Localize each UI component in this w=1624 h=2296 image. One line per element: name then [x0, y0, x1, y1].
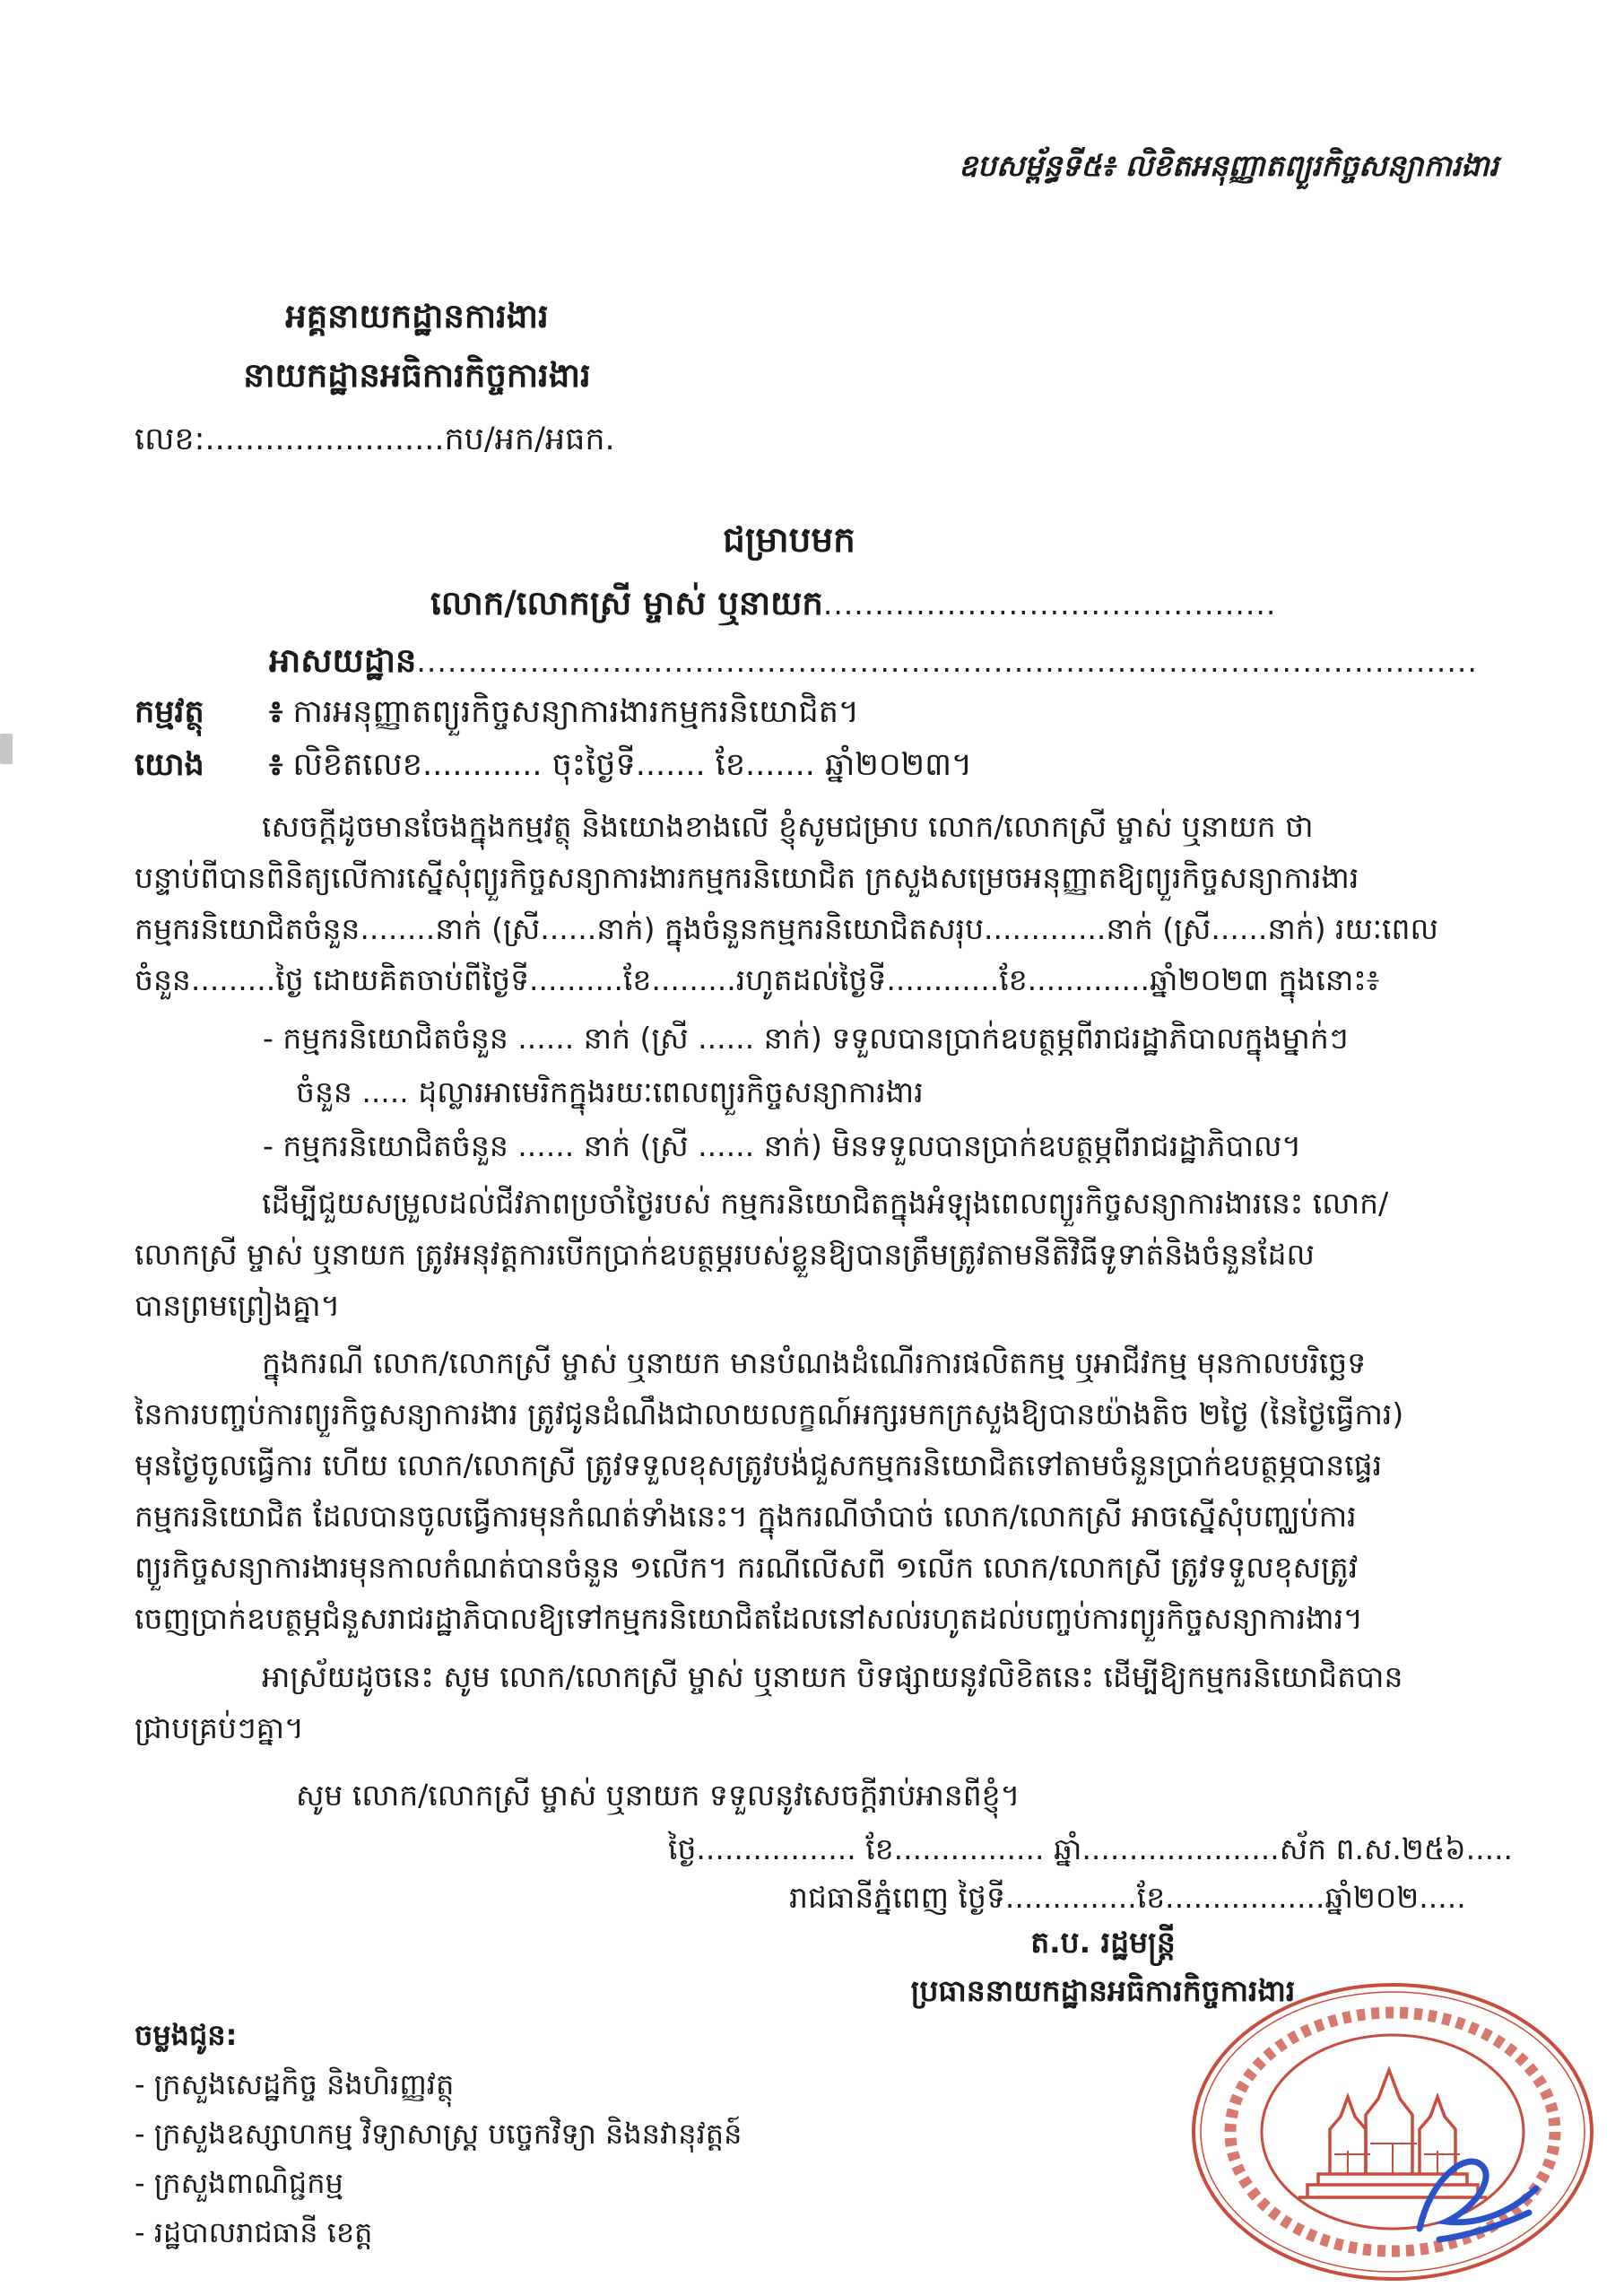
subject-label: កម្មវត្ថុ [135, 694, 204, 730]
cc-item: - ក្រសួងឧស្សាហកម្ម វិទ្យាសាស្ត្រ បច្ចេកវិទ្យា និងនវានុវត្តន៍ [135, 2117, 743, 2151]
org-header [184, 287, 650, 405]
salutation-title: ជម្រាបមក [723, 520, 855, 561]
recipient-label: លោក/លោកស្រី ម្ចាស់ ឬនាយក [430, 584, 823, 622]
bullet1-line2: ចំនួន ..... ដុល្លារអាមេរិកក្នុងរយៈពេលព្យួរកិច្ចសន្យាការងារ [296, 1074, 924, 1109]
org-name-department: នាយកដ្ឋានអធិការកិច្ចការងារ [243, 356, 591, 395]
para3-line1: ក្នុងករណី លោក/លោកស្រី ម្ចាស់ ឬនាយក មានបំណងដំណើរការផលិតកម្ម ឬអាជីវកម្ម មុនកាលបរិច្ឆេទ [262, 1345, 1367, 1380]
para3-line6: ចេញប្រាក់ឧបត្ថម្ភជំនួសរាជរដ្ឋាភិបាលឱ្យទៅកម្មករនិយោជិតដែលនៅសល់រហូតដល់បញ្ចប់ការព្យួរកិច្ចសន្យាការងារ។ [135, 1601, 1363, 1636]
para1-line1: សេចក្តីដូចមានចែងក្នុងកម្មវត្ថុ និងយោងខាងលើ ខ្ញុំសូមជម្រាប លោក/លោកស្រី ម្ចាស់ ឬនាយក ថា [262, 809, 1314, 844]
para1-line2: បន្ទាប់ពីបានពិនិត្យលើការស្នើសុំព្យួរកិច្ចសន្យាការងារកម្មករនិយោជិត ក្រសួងសម្រេចអនុញ្ញាតឱ្យព្យួរកិច្ចសន្យាការងារ [135, 860, 1359, 895]
reference-colon: ៖ [269, 747, 283, 783]
org-name-general-directorate: អគ្គនាយកដ្ឋានការងារ [285, 297, 549, 335]
subject-line [135, 692, 859, 738]
reference-number-line: លេខ:........................កប/អក/អធក. [135, 422, 615, 457]
cc-item: - រដ្ឋបាលរាជធានី ខេត្ត [135, 2215, 373, 2249]
reference-label: យោង [135, 747, 204, 783]
bullet2-line1: - កម្មករនិយោជិតចំនួន ...... នាក់ (ស្រី ...... នាក់) មិនទទួលបានប្រាក់ឧបត្ថម្ភពីរាជរដ្ឋាភិបាល។ [263, 1128, 1302, 1163]
address-blank: ....................................................................................................... [416, 644, 1478, 679]
signature-mark [1403, 2139, 1556, 2265]
para3-line5: ព្យួរកិច្ចសន្យាការងារមុនកាលកំណត់បានចំនួន ១លើក។ ករណីលើសពី ១លើក លោក/លោកស្រី ត្រូវទទួលខុសត្រូវ [135, 1550, 1359, 1585]
reference-text: លិខិតលេខ............ ចុះថ្ងៃទី....... ខែ....... ឆ្នាំ២០២៣។ [292, 747, 973, 783]
gregorian-date-line: រាជធានីភ្នំពេញ ថ្ងៃទី..............ខែ.................ឆ្នាំ២០២..... [789, 1880, 1466, 1915]
closing-line: សូម លោក/លោកស្រី ម្ចាស់ ឬនាយក ទទួលនូវសេចក្តីរាប់អានពីខ្ញុំ។ [296, 1778, 1020, 1813]
para1-line4: ចំនួន.........ថ្ងៃ ដោយគិតចាប់ពីថ្ងៃទី..........ខែ.........រហូតដល់ថ្ងៃទី............ខែ.............ឆ្នាំ២០២៣ ក្នុងនោះ៖ [135, 962, 1380, 997]
recipient-line [430, 583, 1276, 631]
para4-line2: ជ្រាបគ្រប់ៗគ្នា។ [135, 1710, 304, 1745]
cc-label: ចម្លងជូន: [135, 2018, 238, 2052]
para4-line1: អាស្រ័យដូចនេះ សូម លោក/លោកស្រី ម្ចាស់ ឬនាយក បិទផ្សាយនូវលិខិតនេះ ដើម្បីឱ្យកម្មករនិយោជិតបាន [262, 1659, 1403, 1694]
para2-line2: លោកស្រី ម្ចាស់ ឬនាយក ត្រូវអនុវត្តការបើកប្រាក់ឧបត្ថម្ភរបស់ខ្លួនឱ្យបានត្រឹមត្រូវតាមនីតិវិធីទូទាត់និងចំនួនដែល [135, 1237, 1315, 1272]
annex-title: ឧបសម្ព័ន្ធទី៥៖ លិខិតអនុញ្ញាតព្យួរកិច្ចសន្យាការងារ [958, 148, 1498, 183]
para2-line1: ដើម្បីជួយសម្រួលដល់ជីវភាពប្រចាំថ្ងៃរបស់ កម្មករនិយោជិតក្នុងអំឡុងពេលព្យួរកិច្ចសន្យាការងារនេះ លោក/ [262, 1186, 1389, 1221]
recipient-name-blank: ............................................ [822, 587, 1277, 622]
para2-line3: បានព្រមព្រៀងគ្នា។ [135, 1288, 341, 1323]
para3-line3: មុនថ្ងៃចូលធ្វើការ ហើយ លោក/លោកស្រី ត្រូវទទួលខុសត្រូវបង់ជួសកម្មករនិយោជិតទៅតាមចំនួនប្រាក់ឧបត្ថម្ភបានផ្ទេរ [135, 1448, 1383, 1483]
scan-artifact [0, 734, 13, 764]
address-line [269, 640, 1478, 689]
cc-block [135, 2011, 742, 2257]
para3-line2: នៃការបញ្ចប់ការព្យួរកិច្ចសន្យាការងារ ត្រូវជូនដំណឹងជាលាយលក្ខណ៍អក្សរមកក្រសួងឱ្យបានយ៉ាងតិច ២ថ្ងៃ (នៃថ្ងៃធ្វើការ) [135, 1396, 1404, 1431]
address-label: អាសយដ្ឋាន [269, 641, 417, 680]
subject-colon: ៖ [269, 694, 283, 730]
bullet1-line1: - កម្មករនិយោជិតចំនួន ...... នាក់ (ស្រី ...... នាក់) ទទួលបានប្រាក់ឧបត្ថម្ភពីរាជរដ្ឋាភិបាលក្នុងម្នាក់ៗ [263, 1021, 1349, 1056]
by-order-line: ត.ប. រដ្ឋមន្ត្រី [1030, 1925, 1176, 1960]
cc-item: - ក្រសួងពាណិជ្ជកម្ម [135, 2166, 343, 2200]
cc-item: - ក្រសួងសេដ្ឋកិច្ច និងហិរញ្ញវត្ថុ [135, 2067, 455, 2101]
buddhist-date-line: ថ្ងៃ................. ខែ................ ឆ្នាំ.....................ស័ក ព.ស.២៥៦..... [668, 1831, 1514, 1866]
signer-title: ប្រធាននាយកដ្ឋានអធិការកិច្ចការងារ [910, 1973, 1296, 2008]
subject-text: ការអនុញ្ញាតព្យួរកិច្ចសន្យាការងារកម្មករនិយោជិត។ [292, 694, 860, 730]
para1-line3: កម្មករនិយោជិតចំនួន........នាក់ (ស្រី......នាក់) ក្នុងចំនួនកម្មករនិយោជិតសរុប.............នាក់ (ស្រី......នាក់) រយៈពេល [135, 911, 1438, 946]
reference-line [135, 745, 972, 791]
para3-line4: កម្មករនិយោជិត ដែលបានចូលធ្វើការមុនកំណត់ទាំងនេះ។ ក្នុងករណីចាំបាច់ លោក/លោកស្រី អាចស្នើសុំបញ្ឈប់ការ [135, 1499, 1357, 1534]
